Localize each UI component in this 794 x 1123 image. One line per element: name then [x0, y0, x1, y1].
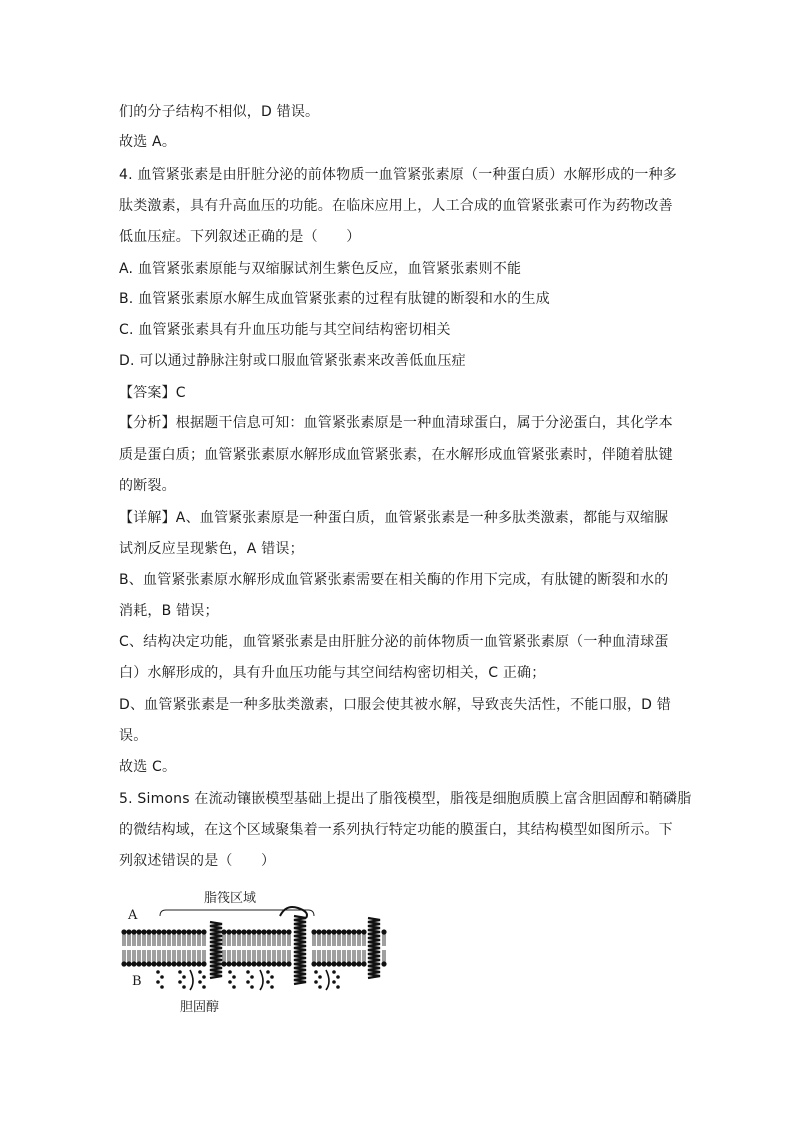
anchored-protein	[260, 970, 263, 990]
lipid-tail	[148, 950, 150, 962]
lipid-tail	[223, 950, 225, 962]
text-line: 低血压症。下列叙述正确的是（ ）	[119, 229, 361, 245]
lipid-head	[141, 961, 146, 966]
lipid-tail	[353, 950, 355, 962]
cholesterol-chain	[246, 980, 250, 984]
lipid-head	[346, 961, 351, 966]
anchored-protein	[190, 970, 193, 990]
lipid-head	[381, 961, 386, 966]
lipid-tail	[328, 934, 330, 946]
lipid-tail	[133, 950, 135, 962]
option-b: B. 血管紧张素原水解生成血管紧张素的过程有肽键的断裂和水的生成	[119, 291, 550, 307]
lipid-tail	[173, 934, 175, 946]
lipid-head	[131, 929, 136, 934]
lipid-head	[146, 929, 151, 934]
lipid-head	[281, 929, 286, 934]
lipid-tail	[123, 950, 125, 962]
lipid-head	[226, 929, 231, 934]
lipid-head	[266, 961, 271, 966]
lipid-head	[271, 961, 276, 966]
lipid-tail	[188, 950, 190, 962]
lipid-tail	[273, 950, 275, 962]
lipid-tail	[268, 934, 270, 946]
cholesterol-chain	[228, 980, 232, 984]
lipid-tail	[238, 934, 240, 946]
lipid-tail	[243, 950, 245, 962]
lipid-head	[196, 929, 201, 934]
cholesterol-chain	[266, 970, 270, 974]
cholesterol-chain	[332, 970, 336, 974]
lipid-tail	[348, 934, 350, 946]
text-line: C、结构决定功能，血管紧张素是由肝脏分泌的前体物质一血管紧张素原（一种血清球蛋	[119, 634, 669, 650]
cholesterol-chain	[270, 975, 274, 979]
lipid-head	[181, 961, 186, 966]
lipid-head	[336, 961, 341, 966]
lipid-head	[321, 929, 326, 934]
lipid-head	[181, 929, 186, 934]
lipid-tail	[193, 934, 195, 946]
text-line: 列叙述错误的是（ ）	[119, 853, 276, 869]
lipid-tail	[148, 934, 150, 946]
lipid-tail	[203, 934, 205, 946]
cholesterol-chain	[250, 975, 254, 979]
raft-bracket	[160, 910, 314, 916]
lipid-head	[311, 961, 316, 966]
lipid-tail	[358, 934, 360, 946]
lipid-head	[286, 929, 291, 934]
cholesterol-chain	[202, 975, 206, 979]
lipid-tail	[323, 934, 325, 946]
cholesterol-chain	[250, 985, 254, 989]
lipid-tail	[133, 934, 135, 946]
cholesterol-label: 胆固醇	[180, 1000, 220, 1015]
lipid-head	[226, 961, 231, 966]
lipid-head	[231, 929, 236, 934]
lipid-tail	[383, 950, 385, 962]
lipid-head	[356, 961, 361, 966]
lipid-tail	[158, 950, 160, 962]
lipid-head	[321, 961, 326, 966]
explanation: 【详解】A、血管紧张素原是一种蛋白质，血管紧张素是一种多肽类激素，都能与双缩脲	[119, 510, 669, 526]
lipid-tail	[138, 934, 140, 946]
text-line: B、血管紧张素原水解形成血管紧张素需要在相关酶的作用下完成，有肽键的断裂和水的	[119, 572, 669, 588]
lipid-tail	[193, 950, 195, 962]
cholesterol-chain	[246, 970, 250, 974]
lipid-head	[141, 929, 146, 934]
cholesterol-chain	[336, 985, 340, 989]
lipid-tail	[353, 934, 355, 946]
cholesterol-chain	[156, 980, 160, 984]
lipid-tail	[343, 934, 345, 946]
lipid-tail	[183, 950, 185, 962]
lipid-head	[356, 929, 361, 934]
text-line: 白）水解形成的，具有升血压功能与其空间结构密切相关，C 正确；	[119, 665, 546, 681]
lipid-head	[176, 961, 181, 966]
question-4-stem: 4. 血管紧张素是由肝脏分泌的前体物质一血管紧张素原（一种蛋白质）水解形成的一种多	[119, 167, 678, 183]
lipid-head	[146, 961, 151, 966]
lipid-tail	[328, 950, 330, 962]
lipid-raft-figure	[120, 886, 400, 1016]
cholesterol-chain	[160, 985, 164, 989]
lipid-tail	[278, 934, 280, 946]
lipid-tail	[288, 934, 290, 946]
lipid-head	[126, 929, 131, 934]
lipid-head	[256, 929, 261, 934]
lipid-head	[241, 929, 246, 934]
cholesterol-chain	[318, 975, 322, 979]
lipid-tail	[253, 950, 255, 962]
lipid-tail	[333, 950, 335, 962]
cholesterol-chain	[314, 980, 318, 984]
lipid-head	[151, 929, 156, 934]
lipid-head	[266, 929, 271, 934]
lipid-head	[251, 961, 256, 966]
lipid-head	[351, 961, 356, 966]
lipid-tail	[138, 950, 140, 962]
lipid-head	[261, 929, 266, 934]
lipid-head	[331, 929, 336, 934]
lipid-head	[166, 929, 171, 934]
lipid-tail	[123, 934, 125, 946]
lipid-tail	[228, 934, 230, 946]
cholesterol-chain	[232, 985, 236, 989]
side-a-label: A	[128, 908, 138, 923]
lipid-tail	[153, 934, 155, 946]
lipid-tail	[333, 934, 335, 946]
lipid-tail	[263, 934, 265, 946]
lipid-head	[246, 961, 251, 966]
lipid-head	[171, 929, 176, 934]
lipid-head	[121, 961, 126, 966]
lipid-tail	[183, 934, 185, 946]
text-line: 故选 A。	[119, 134, 177, 150]
lipid-tail	[313, 950, 315, 962]
lipid-tail	[223, 934, 225, 946]
lipid-head	[276, 929, 281, 934]
transmembrane-protein	[294, 916, 306, 984]
lipid-tail	[358, 950, 360, 962]
lipid-head	[151, 961, 156, 966]
text-line: 质是蛋白质；血管紧张素原水解形成血管紧张素，在水解形成血管紧张素时，伴随着肽键	[119, 447, 673, 463]
cholesterol-chain	[182, 985, 186, 989]
lipid-head	[256, 961, 261, 966]
lipid-head	[326, 961, 331, 966]
answer: 【答案】C	[119, 385, 186, 401]
lipid-tail	[173, 950, 175, 962]
cholesterol-chain	[178, 970, 182, 974]
lipid-head	[236, 961, 241, 966]
cholesterol-chain	[160, 975, 164, 979]
anchored-protein	[326, 970, 329, 990]
lipid-head	[186, 929, 191, 934]
cholesterol-chain	[314, 970, 318, 974]
membrane-diagram	[120, 886, 400, 1016]
lipid-head	[166, 961, 171, 966]
question-5-stem: 5. Simons 在流动镶嵌模型基础上提出了脂筏模型，脂筏是细胞质膜上富含胆固醇和鞘磷脂	[119, 791, 692, 807]
lipid-head	[276, 961, 281, 966]
lipid-head	[326, 929, 331, 934]
text-line: 故选 C。	[119, 759, 177, 775]
lipid-tail	[163, 950, 165, 962]
option-c: C. 血管紧张素具有升血压功能与其空间结构密切相关	[119, 322, 451, 338]
text-line: 的断裂。	[119, 478, 176, 494]
lipid-head	[201, 929, 206, 934]
cholesterol-chain	[318, 985, 322, 989]
lipid-tail	[258, 934, 260, 946]
cholesterol-chain	[202, 985, 206, 989]
cholesterol-chain	[266, 980, 270, 984]
lipid-head	[241, 961, 246, 966]
lipid-tail	[233, 934, 235, 946]
text-line: 肽类激素，具有升高血压的功能。在临床应用上，人工合成的血管紧张素可作为药物改善	[119, 198, 673, 214]
lipid-tail	[188, 934, 190, 946]
lipid-tail	[263, 950, 265, 962]
lipid-head	[231, 961, 236, 966]
lipid-head	[161, 961, 166, 966]
lipid-tail	[168, 934, 170, 946]
lipid-tail	[283, 950, 285, 962]
lipid-tail	[228, 950, 230, 962]
lipid-head	[236, 929, 241, 934]
cholesterol-chain	[156, 970, 160, 974]
lipid-head	[246, 929, 251, 934]
cholesterol-chain	[270, 985, 274, 989]
lipid-head	[286, 961, 291, 966]
lipid-head	[341, 961, 346, 966]
lipid-head	[161, 929, 166, 934]
text-line: 试剂反应呈现紫色，A 错误；	[119, 541, 304, 557]
lipid-head	[176, 929, 181, 934]
lipid-tail	[313, 934, 315, 946]
lipid-head	[171, 961, 176, 966]
lipid-tail	[253, 934, 255, 946]
lipid-tail	[363, 950, 365, 962]
lipid-head	[311, 929, 316, 934]
lipid-tail	[383, 934, 385, 946]
lipid-head	[201, 961, 206, 966]
lipid-head	[156, 961, 161, 966]
lipid-tail	[318, 950, 320, 962]
lipid-tail	[338, 934, 340, 946]
lipid-head	[136, 961, 141, 966]
lipid-tail	[198, 950, 200, 962]
cholesterol-chain	[228, 970, 232, 974]
cholesterol-chain	[178, 980, 182, 984]
lipid-head	[341, 929, 346, 934]
lipid-head	[271, 929, 276, 934]
text-line: D、血管紧张素是一种多肽类激素，口服会使其被水解，导致丧失活性，不能口服，D 错	[119, 697, 672, 713]
cholesterol-chain	[232, 975, 236, 979]
lipid-tail	[233, 950, 235, 962]
lipid-tail	[338, 950, 340, 962]
lipid-head	[261, 961, 266, 966]
lipid-tail	[143, 950, 145, 962]
lipid-head	[316, 929, 321, 934]
lipid-head	[361, 961, 366, 966]
cholesterol-chain	[332, 980, 336, 984]
lipid-tail	[278, 950, 280, 962]
cholesterol-chain	[336, 975, 340, 979]
lipid-tail	[168, 950, 170, 962]
lipid-head	[281, 961, 286, 966]
lipid-tail	[273, 934, 275, 946]
lipid-tail	[158, 934, 160, 946]
option-d: D. 可以通过静脉注射或口服血管紧张素来改善低血压症	[119, 353, 466, 369]
lipid-tail	[198, 934, 200, 946]
lipid-tail	[348, 950, 350, 962]
lipid-tail	[248, 934, 250, 946]
text-line: 们的分子结构不相似，D 错误。	[119, 104, 320, 120]
lipid-tail	[323, 950, 325, 962]
lipid-head	[156, 929, 161, 934]
lipid-head	[121, 929, 126, 934]
lipid-tail	[128, 950, 130, 962]
lipid-head	[191, 961, 196, 966]
lipid-head	[316, 961, 321, 966]
raft-title: 脂筏区域	[204, 891, 257, 906]
membrane-proteins	[156, 907, 380, 990]
lipid-tail	[163, 934, 165, 946]
lipid-tail	[283, 934, 285, 946]
transmembrane-protein	[368, 918, 380, 978]
lipid-head	[346, 929, 351, 934]
lipid-head	[131, 961, 136, 966]
lipid-tail	[153, 950, 155, 962]
lipid-tail	[343, 950, 345, 962]
transmembrane-protein	[210, 922, 222, 978]
cholesterol-chain	[198, 980, 202, 984]
lipid-tail	[178, 950, 180, 962]
lipid-tail	[238, 950, 240, 962]
text-line: 误。	[119, 728, 148, 744]
lipid-head	[361, 929, 366, 934]
lipid-tail	[243, 934, 245, 946]
lipid-head	[186, 961, 191, 966]
lipid-tail	[203, 950, 205, 962]
lipid-head	[196, 961, 201, 966]
lipid-tail	[143, 934, 145, 946]
lipid-tail	[258, 950, 260, 962]
lipid-tail	[178, 934, 180, 946]
lipid-head	[331, 961, 336, 966]
lipid-head	[191, 929, 196, 934]
lipid-tail	[128, 934, 130, 946]
lipid-head	[136, 929, 141, 934]
analysis: 【分析】根据题干信息可知：血管紧张素原是一种血清球蛋白，属于分泌蛋白，其化学本	[119, 415, 673, 431]
side-b-label: B	[132, 974, 142, 989]
cholesterol-chain	[182, 975, 186, 979]
text-line: 的微结构域，在这个区域聚集着一系列执行特定功能的膜蛋白，其结构模型如图所示。下	[119, 822, 673, 838]
lipid-tail	[363, 934, 365, 946]
lipid-tail	[268, 950, 270, 962]
lipid-bilayer	[121, 929, 386, 966]
lipid-tail	[318, 934, 320, 946]
cholesterol-chain	[198, 970, 202, 974]
lipid-head	[336, 929, 341, 934]
lipid-head	[126, 961, 131, 966]
lipid-tail	[288, 950, 290, 962]
lipid-head	[251, 929, 256, 934]
text-line: 消耗，B 错误；	[119, 603, 219, 619]
lipid-tail	[248, 950, 250, 962]
option-a: A. 血管紧张素原能与双缩脲试剂生紫色反应，血管紧张素则不能	[119, 261, 522, 277]
lipid-head	[351, 929, 356, 934]
lipid-head	[381, 929, 386, 934]
